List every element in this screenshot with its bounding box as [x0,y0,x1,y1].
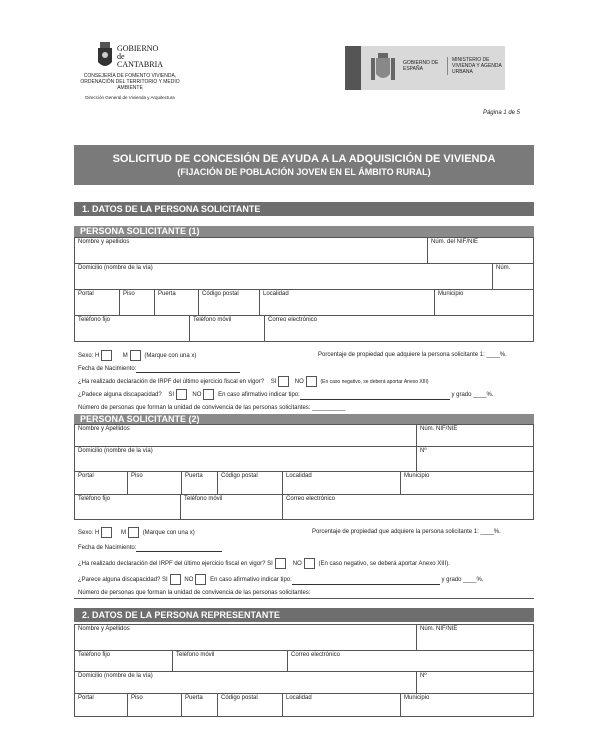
a1-localidad-field[interactable]: Localidad [259,289,435,316]
a2-irpf-no-checkbox[interactable] [304,558,315,569]
a1-domicilio-field[interactable]: Domicilio (nombre de la vía) [74,263,493,290]
a1-irpf-si-checkbox[interactable] [278,376,289,387]
cantabria-coat-of-arms-icon [95,40,115,72]
a1-discap-row: ¿Padece alguna discapacidad? SI NO En caso afirmativo indicar tipo: y grado ____%. [78,389,494,400]
a1-fecha-input[interactable] [136,372,240,373]
page-number: Página 1 de 5 [482,110,520,116]
a2-sexo-row: Sexo: H M (Marque con una x) [78,527,195,538]
direccion-text: Dirección General de Vivienda y Arquitectura [85,95,175,100]
spain-coat-of-arms-icon [369,52,397,84]
a1-tel-fijo-field[interactable]: Teléfono fijo [74,315,190,342]
gobierno-cantabria-logo-text: GOBIERNO de CANTABRIA [117,44,164,69]
a1-num-personas: Número de personas que forman la unidad de convivencia de las personas solicitantes: __________ [78,405,346,411]
a1-cp-field[interactable]: Código postal [198,289,260,316]
a1-sexo-row: Sexo: H M (Marque con una x) [78,350,196,361]
a1-sexo-h-checkbox[interactable] [101,350,112,361]
gobierno-espana-text: GOBIERNO DE ESPAÑA [403,60,439,72]
a2-num-personas: Número de personas que forman la unidad de convivencia de las personas solicitantes: [78,590,311,596]
a1-irpf-no-checkbox[interactable] [306,376,317,387]
a2-irpf-row: ¿Ha realizado declaración del IRPF del último ejercicio fiscal en vigor? SI NO (En caso negativo, se deberá aportar Anexo XIII). [78,558,450,569]
a1-municipio-field[interactable]: Municipio [434,289,534,316]
a1-tel-movil-field[interactable]: Teléfono móvil [189,315,265,342]
rep-domicilio-field[interactable]: Domicilio (nombre de la vía) [74,671,417,694]
ministerio-text: MINISTERIO DE VIVIENDA Y AGENDA URBANA [447,57,504,75]
rep-nombre-field[interactable]: Nombre y Apellidos [74,624,417,651]
a2-nif-field[interactable]: Núm. NIF/NIE [416,424,534,447]
a1-porcentaje: Porcentaje de propiedad que adquiere la persona solicitante 1: ____%. [318,352,507,358]
a1-discap-tipo-input[interactable] [300,399,450,400]
divider [74,598,534,599]
rep-puerta-field[interactable]: Puerta [181,693,218,717]
a2-sexo-h-checkbox[interactable] [101,527,112,538]
a1-sexo-m-checkbox[interactable] [130,350,141,361]
rep-num-field[interactable]: Nº [416,671,534,694]
a2-cp-field[interactable]: Código postal [217,471,283,495]
rep-nif-field[interactable]: Núm. NIF/NIE [416,624,534,651]
rep-correo-field[interactable]: Correo electrónico [287,650,534,672]
a1-num-field[interactable]: Núm. [492,263,534,290]
a2-puerta-field[interactable]: Puerta [181,471,218,495]
a2-municipio-field[interactable]: Municipio [400,471,534,495]
a1-irpf-row: ¿Ha realizado declaración de IRPF del último ejercicio fiscal en vigor? SI NO (En caso negativo, se deberá aportar Anexo XIII) [78,376,429,387]
a1-correo-field[interactable]: Correo electrónico [264,315,534,342]
a1-discap-no-checkbox[interactable] [203,389,214,400]
a1-nombre-field[interactable]: Nombre y apellidos [74,237,428,264]
a2-discap-row: ¿Parece alguna discapacidad? SI NO En caso afirmativo indicar tipo: y grado ____%. [78,574,483,585]
rep-localidad-field[interactable]: Localidad [282,693,401,717]
a2-tel-fijo-field[interactable]: Teléfono fijo [74,494,181,520]
a2-nombre-field[interactable]: Nombre y Apellidos [74,424,417,447]
a2-fecha-input[interactable] [136,551,222,552]
a2-correo-field[interactable]: Correo electrónico [282,494,534,520]
a1-discap-si-checkbox[interactable] [176,389,187,400]
gobierno-espana-logo [345,46,505,90]
rep-portal-field[interactable]: Portal [74,693,128,717]
a1-piso-field[interactable]: Piso [119,289,155,316]
rep-municipio-field[interactable]: Municipio [400,693,534,717]
a2-num-field[interactable]: Nº [416,446,534,472]
a2-portal-field[interactable]: Portal [74,471,128,495]
a2-irpf-si-checkbox[interactable] [275,558,286,569]
consejeria-text: CONSEJERÍA DE FOMENTO VIVIENDA, ORDENACIÓN DEL TERRITORIO Y MEDIO AMBIENTE [80,73,180,91]
rep-tel-movil-field[interactable]: Teléfono móvil [172,650,288,672]
a2-piso-field[interactable]: Piso [127,471,182,495]
a2-domicilio-field[interactable]: Domicilio (nombre de la vía) [74,446,417,472]
a2-discap-si-checkbox[interactable] [170,574,181,585]
a2-localidad-field[interactable]: Localidad [282,471,401,495]
section-1-heading: 1. DATOS DE LA PERSONA SOLICITANTE [74,202,534,216]
a1-puerta-field[interactable]: Puerta [154,289,199,316]
a2-fecha-row: Fecha de Nacimiento: [78,544,222,552]
rep-piso-field[interactable]: Piso [127,693,182,717]
a1-nif-field[interactable]: Núm. del NIF/NIE [427,237,534,264]
a2-discap-no-checkbox[interactable] [195,574,206,585]
a2-tel-movil-field[interactable]: Teléfono móvil [180,494,283,520]
applicant-2-heading: PERSONA SOLICITANTE (2) [74,414,534,425]
a2-porcentaje: Porcentaje de propiedad que adquiere la persona solicitante 1: ____%. [312,529,501,535]
a2-discap-tipo-input[interactable] [292,584,440,585]
applicant-1-heading: PERSONA SOLICITANTE (1) [74,226,534,237]
a1-fecha-row: Fecha de Nacimiento: [78,365,240,373]
section-2-heading: 2. DATOS DE LA PERSONA REPRESENTANTE [74,608,534,622]
rep-tel-fijo-field[interactable]: Teléfono fijo [74,650,173,672]
form-title: SOLICITUD DE CONCESIÓN DE AYUDA A LA ADQUISICIÓN DE VIVIENDA (FIJACIÓN DE POBLACIÓN JOVEN EN EL ÁMBITO RURAL) [74,145,534,185]
a1-portal-field[interactable]: Portal [74,289,120,316]
a2-sexo-m-checkbox[interactable] [128,527,139,538]
rep-cp-field[interactable]: Código postal [217,693,283,717]
